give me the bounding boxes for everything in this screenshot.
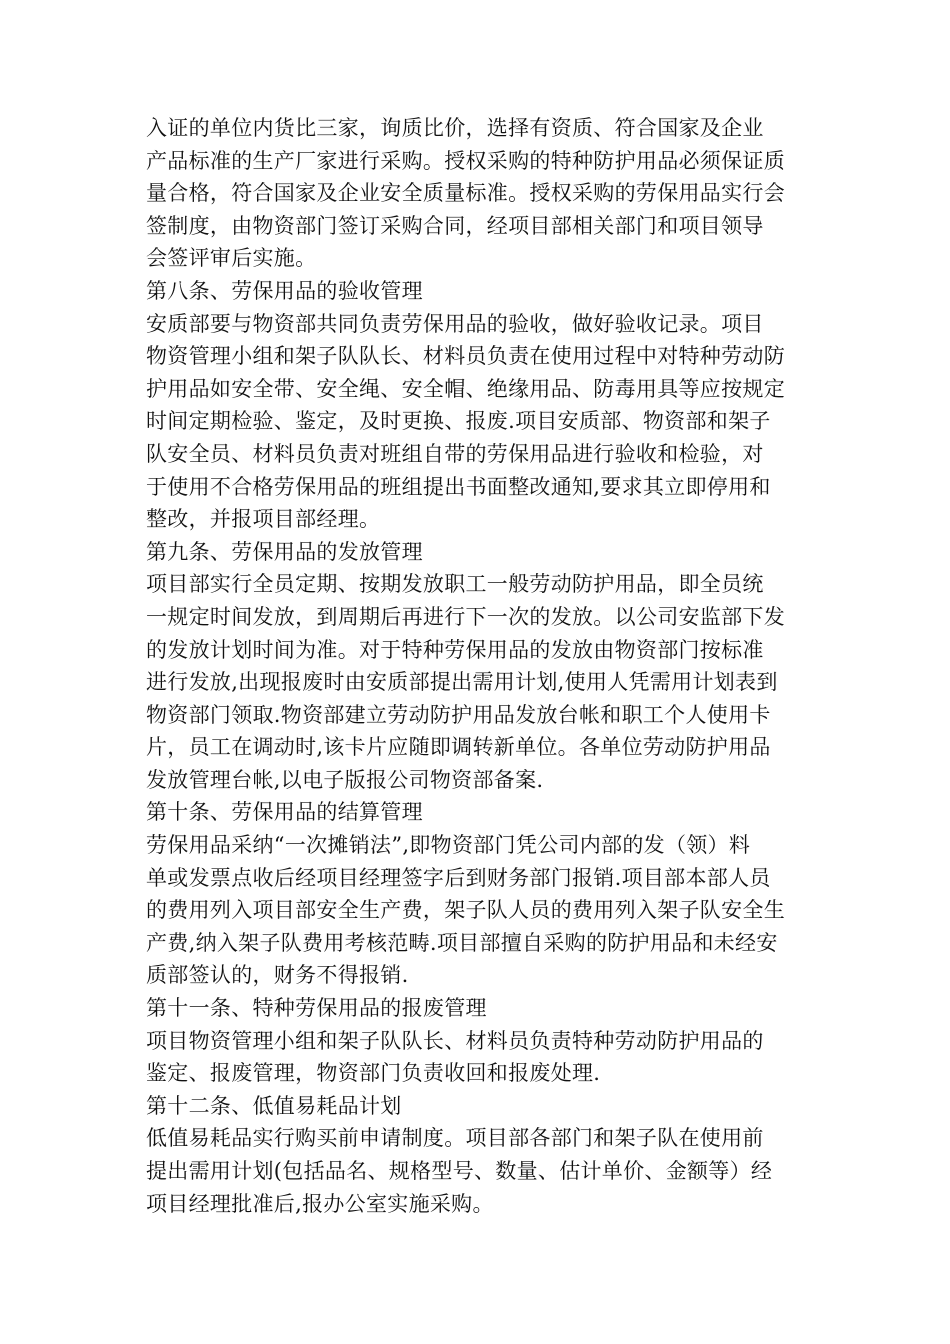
text-line: 物资部门领取.物资部建立劳动防护用品发放台帐和职工个人使用卡 xyxy=(146,702,771,727)
text-line: 提出需用计划(包括品名、规格型号、数量、估计单价、金额等）经 xyxy=(146,1159,773,1183)
text-line: 时间定期检验、鉴定，及时更换、报废.项目安质部、物资部和架子 xyxy=(146,409,771,434)
text-line: 项目物资管理小组和架子队队长、材料员负责特种劳动防护用品的 xyxy=(146,1028,764,1053)
text-line: 物资管理小组和架子队队长、材料员负责在使用过程中对特种劳动防 xyxy=(146,344,785,369)
text-line: 片，员工在调动时,该卡片应随即调转新单位。各单位劳动防护用品 xyxy=(146,735,771,760)
section-heading: 第十一条、特种劳保用品的报废管理 xyxy=(146,996,487,1021)
paragraph xyxy=(146,1025,810,1090)
section-heading: 第九条、劳保用品的发放管理 xyxy=(146,539,423,564)
text-line: 签制度，由物资部门签订采购合同，经项目部相关部门和项目领导 xyxy=(146,213,764,238)
text-line: 鉴定、报废管理，物资部门负责收回和报废处理. xyxy=(146,1061,601,1086)
paragraph xyxy=(146,568,810,796)
section-heading: 第八条、劳保用品的验收管理 xyxy=(146,278,423,303)
text-line: 项目经理批准后,报办公室实施采购。 xyxy=(146,1191,494,1216)
text-line: 质部签认的，财务不得报销. xyxy=(146,963,409,988)
text-line: 产费,纳入架子队费用考核范畴.项目部擅自采购的防护用品和未经安 xyxy=(146,930,778,955)
text-line: 量合格，符合国家及企业安全质量标准。授权采购的劳保用品实行会 xyxy=(146,181,785,206)
text-line: 于使用不合格劳保用品的班组提出书面整改通知,要求其立即停用和 xyxy=(146,474,771,499)
text-line: 产品标准的生产厂家进行采购。授权采购的特种防护用品必须保证质 xyxy=(146,148,785,173)
text-line: 一规定时间发放，到周期后再进行下一次的发放。以公司安监部下发 xyxy=(146,604,785,629)
section-heading: 第十二条、低值易耗品计划 xyxy=(146,1093,402,1118)
text-line: 的费用列入项目部安全生产费，架子队人员的费用列入架子队安全生 xyxy=(146,898,785,923)
text-line: 整改，并报项目部经理。 xyxy=(146,507,381,532)
document-page xyxy=(146,112,810,1220)
text-line: 安质部要与物资部共同负责劳保用品的验收，做好验收记录。项目 xyxy=(146,311,764,336)
section-heading: 第十条、劳保用品的结算管理 xyxy=(146,800,423,825)
paragraph xyxy=(146,112,810,275)
text-line: 的发放计划时间为准。对于特种劳保用品的发放由物资部门按标准 xyxy=(146,637,764,662)
text-line: 发放管理台帐,以电子版报公司物资部备案. xyxy=(146,767,544,792)
text-line: 入证的单位内货比三家，询质比价，选择有资质、符合国家及企业 xyxy=(146,116,764,140)
text-line: 护用品如安全带、安全绳、安全帽、绝缘用品、防毒用具等应按规定 xyxy=(146,376,785,401)
paragraph xyxy=(146,308,810,536)
text-line: 项目部实行全员定期、按期发放职工一般劳动防护用品，即全员统 xyxy=(146,572,764,597)
paragraph xyxy=(146,829,810,992)
text-line: 会签评审后实施。 xyxy=(146,246,317,271)
text-line: 单或发票点收后经项目经理签字后到财务部门报销.项目部本部人员 xyxy=(146,865,771,890)
text-line: 低值易耗品实行购买前申请制度。项目部各部门和架子队在使用前 xyxy=(146,1126,764,1151)
text-line: 队安全员、材料员负责对班组自带的劳保用品进行验收和检验，对 xyxy=(146,441,764,466)
paragraph xyxy=(146,1122,810,1220)
text-line: 进行发放,出现报废时由安质部提出需用计划,使用人凭需用计划表到 xyxy=(146,670,778,695)
text-line: 劳保用品采纳“一次摊销法”,即物资部门凭公司内部的发（领）料 xyxy=(146,833,751,858)
